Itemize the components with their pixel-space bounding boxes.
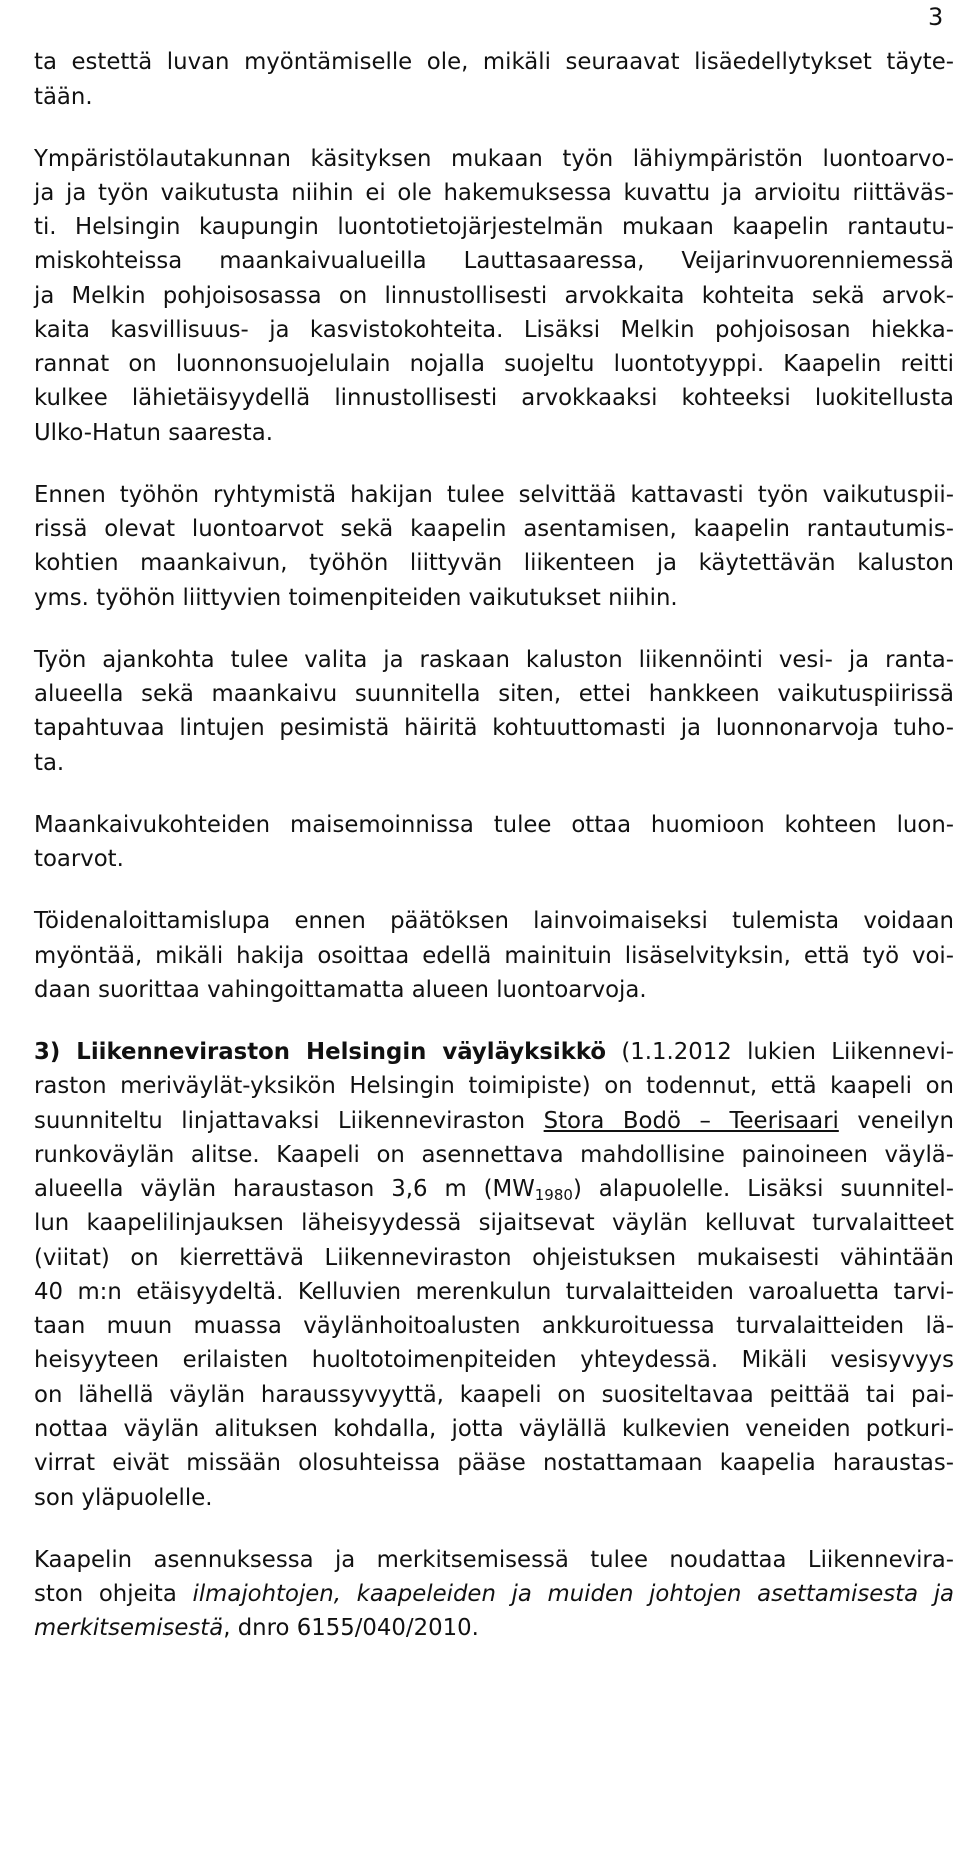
text-line: tapahtuvaa lintujen pesimistä häiritä kohtuuttomasti ja luonnonarvoja tuho- xyxy=(34,715,954,741)
route-name: Stora Bodö – Teerisaari xyxy=(543,1108,839,1134)
text-line: Töidenaloittamislupa ennen päätöksen lainvoimaiseksi tulemista voidaan xyxy=(34,908,954,934)
text-line xyxy=(34,1037,954,1067)
text-line: ti. Helsingin kaupungin luontotietojärjestelmän mukaan kaapelin rantautu- xyxy=(34,214,954,240)
text-line: nottaa väylän alituksen kohdalla, jotta väylällä kulkevien veneiden potkuri- xyxy=(34,1416,954,1442)
text-line: myöntää, mikäli hakija osoittaa edellä mainituin lisäselvityksin, että työ voi- xyxy=(34,943,954,969)
text-line: alueella sekä maankaivu suunnitella siten, ettei hankkeen vaikutuspiirissä xyxy=(34,681,954,707)
text-line xyxy=(34,1579,954,1609)
text-line: runkoväylän alitse. Kaapeli on asennettava mahdollisine painoineen väylä- xyxy=(34,1142,954,1168)
guideline-title: ilmajohtojen, kaapeleiden ja muiden johtojen asettamisesta ja xyxy=(192,1581,954,1607)
text-line xyxy=(34,1106,954,1136)
text-line: taan muun muassa väylänhoitoalusten ankkuroituessa turvalaitteiden lä- xyxy=(34,1313,954,1339)
text-line: kohtien maankaivun, työhön liittyvän liikenteen ja käytettävän kaluston xyxy=(34,550,954,576)
text-line: ja Melkin pohjoisosassa on linnustollisesti arvokkaita kohteita sekä arvok- xyxy=(34,283,954,309)
text-line: Kaapelin asennuksessa ja merkitsemisessä tulee noudattaa Liikennevira- xyxy=(34,1547,954,1573)
text-line: Ympäristölautakunnan käsityksen mukaan työn lähiympäristön luontoarvo- xyxy=(34,146,954,172)
text-line: virrat eivät missään olosuhteissa pääse nostattamaan kaapelia haraustas- xyxy=(34,1450,954,1476)
text-span: , dnro 6155/040/2010. xyxy=(223,1615,479,1641)
text-line: raston meriväylät-yksikön Helsingin toimipiste) on todennut, että kaapeli on xyxy=(34,1073,954,1099)
text-line: ja ja työn vaikutusta niihin ei ole hakemuksessa kuvattu ja arvioitu riittäväs- xyxy=(34,180,954,206)
text-span: alueella väylän haraustason 3,6 m (MW xyxy=(34,1176,535,1202)
text-span: ston ohjeita xyxy=(34,1581,193,1607)
text-line: heisyyteen erilaisten huoltotoimenpiteiden yhteydessä. Mikäli vesisyvyys xyxy=(34,1347,954,1373)
text-line: kulkee lähietäisyydellä linnustollisesti arvokkaaksi kohteeksi luokitellusta xyxy=(34,385,954,411)
text-line: yms. työhön liittyvien toimenpiteiden vaikutukset niihin. xyxy=(34,585,678,611)
text-line: lun kaapelilinjauksen läheisyydessä sijaitsevat väylän kelluvat turvalaitteet xyxy=(34,1210,954,1236)
text-line: rannat on luonnonsuojelulain nojalla suojeltu luontotyyppi. Kaapelin reitti xyxy=(34,351,954,377)
text-line: rissä olevat luontoarvot sekä kaapelin asentamisen, kaapelin rantautumis- xyxy=(34,516,954,542)
text-line: son yläpuolelle. xyxy=(34,1485,213,1511)
text-line: tään. xyxy=(34,84,93,110)
page-number: 3 xyxy=(928,3,944,31)
text-line: (viitat) on kierrettävä Liikenneviraston ohjeistuksen mukaisesti vähintään xyxy=(34,1245,954,1271)
text-line: Ennen työhön ryhtymistä hakijan tulee selvittää kattavasti työn vaikutuspii- xyxy=(34,482,954,508)
text-line: kaita kasvillisuus- ja kasvistokohteita. Lisäksi Melkin pohjoisosan hiekka- xyxy=(34,317,954,343)
text-line: ta estettä luvan myöntämiselle ole, mikäli seuraavat lisäedellytykset täyte- xyxy=(34,49,954,75)
text-line: ta. xyxy=(34,750,65,776)
text-span: veneilyn xyxy=(838,1108,954,1134)
text-line: on lähellä väylän haraussyvyyttä, kaapeli on suositeltavaa peittää tai pai- xyxy=(34,1382,954,1408)
text-line: Maankaivukohteiden maisemoinnissa tulee ottaa huomioon kohteen luon- xyxy=(34,812,954,838)
text-span: suunniteltu linjattavaksi Liikenneviraston xyxy=(34,1108,544,1134)
text-span: (1.1.2012 lukien Liikennevi- xyxy=(606,1039,955,1065)
text-line xyxy=(34,1174,954,1204)
text-line xyxy=(34,1613,954,1643)
guideline-title: merkitsemisestä xyxy=(34,1615,224,1641)
text-line: Työn ajankohta tulee valita ja raskaan kaluston liikennöinti vesi- ja ranta- xyxy=(34,647,954,673)
text-line: toarvot. xyxy=(34,846,124,872)
subscript: 1980 xyxy=(534,1186,573,1204)
text-span: ) alapuolelle. Lisäksi suunnitel- xyxy=(572,1176,954,1202)
text-line: 40 m:n etäisyydeltä. Kelluvien merenkulun turvalaitteiden varoaluetta tarvi- xyxy=(34,1279,954,1305)
text-line: miskohteissa maankaivualueilla Lauttasaaressa, Veijarinvuorenniemessä xyxy=(34,248,954,274)
text-line: Ulko-Hatun saaresta. xyxy=(34,420,273,446)
text-line: daan suorittaa vahingoittamatta alueen luontoarvoja. xyxy=(34,977,647,1003)
section-heading: 3) Liikenneviraston Helsingin väyläyksikkö xyxy=(34,1039,607,1065)
